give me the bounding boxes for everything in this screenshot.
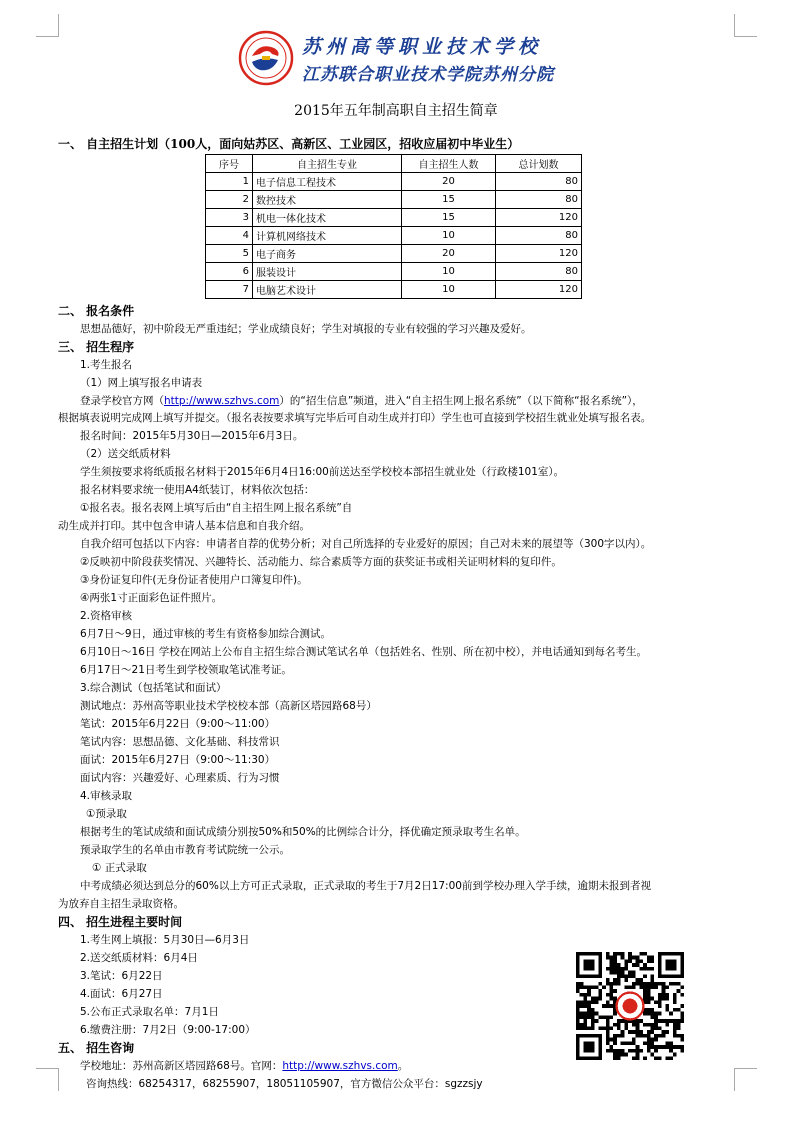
table-cell: 10 (402, 263, 496, 281)
table-cell: 120 (496, 245, 582, 263)
section4-heading: 四、 招生进程主要时间 (58, 915, 183, 929)
page-corner-mark (36, 14, 59, 37)
table-cell: 15 (402, 191, 496, 209)
table-cell: 计算机网络技术 (253, 227, 402, 245)
table-cell: 1 (206, 173, 253, 191)
table-row (206, 245, 582, 263)
qr-code-icon[interactable] (576, 952, 684, 1060)
official-site-link[interactable]: http://www.szhvs.com (164, 395, 280, 407)
paragraph: 学生须按要求将纸质报名材料于2015年6月4日16:00前送达至学校校本部招生就业处（行政楼101室）。 (80, 466, 565, 478)
table-cell: 20 (402, 173, 496, 191)
paragraph: 根据考生的笔试成绩和面试成绩分别按50%和50%的比例综合计分，择优确定预录取考生名单。 (80, 826, 526, 838)
table-row (206, 227, 582, 245)
section2-heading: 二、 报名条件 (58, 304, 135, 318)
table-cell: 6 (206, 263, 253, 281)
subheading: 3.综合测试（包括笔试和面试） (80, 682, 227, 694)
paragraph: 6月10日～16日 学校在网站上公布自主招生综合测试笔试名单（包括姓名、性别、所在初中校），并电话通知到每名考生。 (80, 646, 647, 658)
paragraph: 中考成绩必须达到总分的60%以上方可正式录取，正式录取的考生于7月2日17:00前到学校办理入学手续，逾期未报到者视 (80, 880, 651, 892)
text-span: 登录学校官方网（ (80, 395, 164, 407)
table-row (206, 263, 582, 281)
table-header-row (206, 155, 582, 173)
paragraph: 为放弃自主招生录取资格。 (58, 898, 184, 910)
table-cell: 15 (402, 209, 496, 227)
text-span: 。 (397, 1060, 409, 1072)
table-cell: 7 (206, 281, 253, 299)
table-cell: 电脑艺术设计 (253, 281, 402, 299)
table-row (206, 191, 582, 209)
table-header-cell: 序号 (206, 155, 253, 173)
table-cell: 80 (496, 173, 582, 191)
school-name-cn: 苏州高等职业技术学校 (302, 36, 543, 58)
text-span: 学校地址：苏州高新区塔园路68号。官网： (80, 1060, 283, 1072)
paragraph: 思想品德好，初中阶段无严重违纪；学业成绩良好；学生对填报的专业有较强的学习兴趣及爱好。 (80, 323, 532, 335)
paragraph: 根据填表说明完成网上填写并提交。（报名表按要求填写完毕后可自动生成并打印）学生也可直接到学校招生就业处填写报名表。 (58, 412, 652, 424)
list-item: 1.考生网上填报：5月30日—6月3日 (80, 934, 250, 946)
paragraph: 动生成并打印。其中包含申请人基本信息和自我介绍。 (58, 520, 310, 532)
table-cell: 电子信息工程技术 (253, 173, 402, 191)
paragraph: 测试地点：苏州高等职业技术学校校本部（高新区塔园路68号） (80, 700, 377, 712)
subheading: ①预录取 (86, 808, 127, 820)
paragraph: 报名时间：2015年5月30日—2015年6月3日。 (80, 430, 304, 442)
paragraph: 自我介绍可包括以下内容：申请者自荐的优势分析；对自己所选择的专业爱好的原因；自己对未来的展望等（300字以内）。 (80, 538, 652, 550)
school-header (238, 30, 568, 92)
subheading: 1.考生报名 (80, 359, 133, 371)
paragraph (80, 394, 643, 408)
subheading: （1）网上填写报名申请表 (80, 377, 203, 389)
paragraph: ①报名表。报名表网上填写后由“自主招生网上报名系统”自 (80, 502, 353, 514)
paragraph: ③身份证复印件(无身份证者使用户口簿复印件)。 (80, 574, 308, 586)
table-cell: 服装设计 (253, 263, 402, 281)
table-header-cell: 自主招生专业 (253, 155, 402, 173)
table-cell: 机电一体化技术 (253, 209, 402, 227)
section5-heading: 五、 招生咨询 (58, 1041, 135, 1055)
list-item: 5.公布正式录取名单：7月1日 (80, 1006, 219, 1018)
table-cell: 10 (402, 281, 496, 299)
paragraph: 面试：2015年6月27日（9:00～11:30） (80, 754, 276, 766)
official-site-link[interactable]: http://www.szhvs.com (282, 1060, 398, 1072)
table-cell: 80 (496, 263, 582, 281)
table-header-cell: 总计划数 (496, 155, 582, 173)
page-title: 2015年五年制高职自主招生简章 (294, 103, 498, 119)
enrollment-plan-table (205, 154, 582, 299)
table-cell: 80 (496, 227, 582, 245)
list-item: 4.面试：6月27日 (80, 988, 163, 1000)
text-span: ）的“招生信息”频道，进入“自主招生网上报名系统”（以下简称“报名系统”）， (279, 395, 643, 407)
table-cell: 数控技术 (253, 191, 402, 209)
paragraph: 咨询热线：68254317，68255907，18051105907，官方微信公众平台：sgzzsjy (86, 1078, 483, 1090)
table-row (206, 281, 582, 299)
list-item: 2.送交纸质材料：6月4日 (80, 952, 198, 964)
school-name-secondary: 江苏联合职业技术学院苏州分院 (302, 65, 554, 85)
section1-heading: 一、 自主招生计划（100人，面向姑苏区、高新区、工业园区，招收应届初中毕业生） (58, 137, 520, 151)
subheading: ① 正式录取 (92, 862, 147, 874)
table-cell: 3 (206, 209, 253, 227)
paragraph: 面试内容：兴趣爱好、心理素质、行为习惯 (80, 772, 280, 784)
paragraph: 6月17日～21日考生到学校领取笔试准考证。 (80, 664, 292, 676)
table-row (206, 209, 582, 227)
table-cell: 80 (496, 191, 582, 209)
paragraph: 报名材料要求统一使用A4纸装订，材料依次包括： (80, 484, 315, 496)
page-corner-mark (36, 1068, 59, 1091)
page-corner-mark (734, 1068, 757, 1091)
paragraph: 笔试内容：思想品德、文化基础、科技常识 (80, 736, 280, 748)
paragraph (80, 1059, 408, 1073)
table-row (206, 173, 582, 191)
table-cell: 20 (402, 245, 496, 263)
school-logo-icon (238, 30, 294, 86)
section3-heading: 三、 招生程序 (58, 340, 135, 354)
table-cell: 120 (496, 281, 582, 299)
page-corner-mark (734, 14, 757, 37)
table-cell: 电子商务 (253, 245, 402, 263)
paragraph: 笔试：2015年6月22日（9:00～11:00） (80, 718, 276, 730)
subheading: 2.资格审核 (80, 610, 133, 622)
table-cell: 120 (496, 209, 582, 227)
subheading: 4.审核录取 (80, 790, 133, 802)
table-header-cell: 自主招生人数 (402, 155, 496, 173)
table-cell: 4 (206, 227, 253, 245)
table-cell: 10 (402, 227, 496, 245)
paragraph: ④两张1寸正面彩色证件照片。 (80, 592, 223, 604)
list-item: 3.笔试：6月22日 (80, 970, 163, 982)
table-cell: 5 (206, 245, 253, 263)
paragraph: ②反映初中阶段获奖情况、兴趣特长、活动能力、综合素质等方面的获奖证书或相关证明材料的复印件。 (80, 556, 562, 568)
paragraph: 预录取学生的名单由市教育考试院统一公示。 (80, 844, 290, 856)
list-item: 6.缴费注册：7月2日（9:00-17:00） (80, 1024, 256, 1036)
paragraph: 6月7日～9日，通过审核的考生有资格参加综合测试。 (80, 628, 332, 640)
subheading: （2）送交纸质材料 (80, 448, 171, 460)
table-cell: 2 (206, 191, 253, 209)
